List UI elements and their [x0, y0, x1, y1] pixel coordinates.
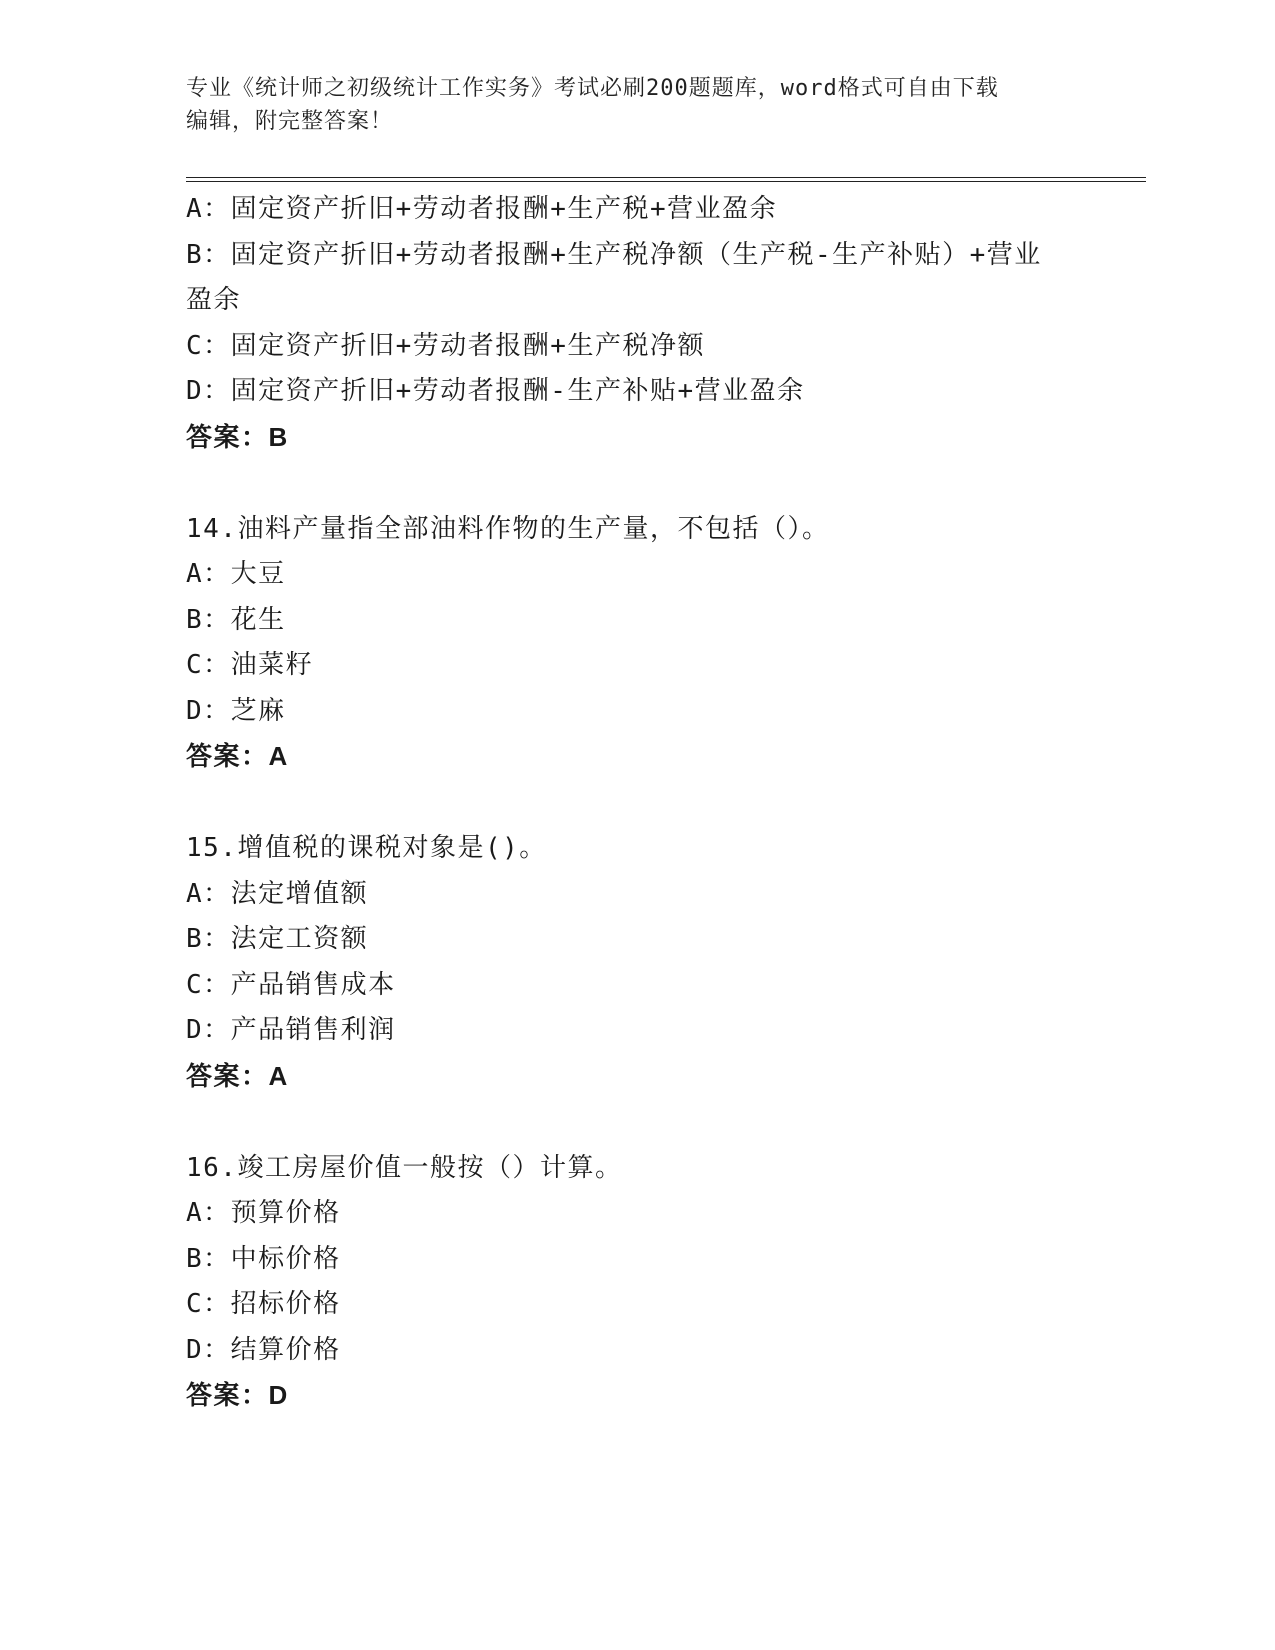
answer-value: A — [268, 1060, 289, 1091]
option-b-line-1: B：固定资产折旧+劳动者报酬+生产税净额（生产税-生产补贴）+营业 — [186, 239, 1042, 270]
answer-label: 答案： — [186, 421, 269, 452]
option-b: B：法定工资额 — [186, 924, 369, 954]
question-list — [186, 187, 1086, 1420]
header-line-1: 专业《统计师之初级统计工作实务》考试必刷200题题库，word格式可自由下载 — [186, 76, 999, 101]
question-15-block — [186, 826, 1086, 1100]
spacer — [186, 461, 1086, 507]
question-13-block — [186, 187, 1086, 461]
header-line-2: 编辑，附完整答案！ — [186, 109, 394, 134]
option-b: B：花生 — [186, 604, 286, 635]
spacer — [186, 781, 1086, 827]
question-text: 15.增值税的课税对象是()。 — [186, 833, 547, 863]
document-header — [186, 72, 1076, 138]
spacer — [186, 1100, 1086, 1146]
answer-label: 答案： — [186, 741, 269, 771]
option-d: D：结算价格 — [186, 1334, 341, 1365]
option-a: A：预算价格 — [186, 1198, 341, 1228]
option-c: C：招标价格 — [186, 1289, 341, 1319]
option-c: C：产品销售成本 — [186, 969, 396, 1000]
header-divider-top — [186, 177, 1146, 178]
option-b: B：中标价格 — [186, 1243, 341, 1274]
question-14-block — [186, 507, 1086, 781]
answer-label: 答案： — [186, 1380, 269, 1410]
option-c: C：油菜籽 — [186, 650, 314, 680]
option-c: C：固定资产折旧+劳动者报酬+生产税净额 — [186, 330, 705, 361]
option-b-line-2: 盈余 — [186, 285, 242, 315]
answer-line — [186, 1373, 1086, 1420]
answer-value: D — [268, 1380, 289, 1410]
header-divider-bottom — [186, 181, 1146, 182]
answer-value: B — [268, 421, 289, 452]
answer-line — [186, 734, 1086, 781]
answer-line — [186, 1054, 1086, 1101]
answer-label: 答案： — [186, 1060, 269, 1091]
answer-value: A — [268, 741, 289, 771]
option-a: A：大豆 — [186, 559, 286, 589]
option-d: D：产品销售利润 — [186, 1015, 396, 1045]
question-text: 14.油料产量指全部油料作物的生产量，不包括（）。 — [186, 513, 830, 544]
option-a: A：法定增值额 — [186, 878, 369, 909]
question-text: 16.竣工房屋价值一般按（）计算。 — [186, 1152, 623, 1183]
option-d: D：固定资产折旧+劳动者报酬-生产补贴+营业盈余 — [186, 376, 805, 406]
option-a: A：固定资产折旧+劳动者报酬+生产税+营业盈余 — [186, 194, 778, 224]
answer-line — [186, 415, 1086, 462]
question-16-block — [186, 1146, 1086, 1420]
option-d: D：芝麻 — [186, 695, 286, 726]
